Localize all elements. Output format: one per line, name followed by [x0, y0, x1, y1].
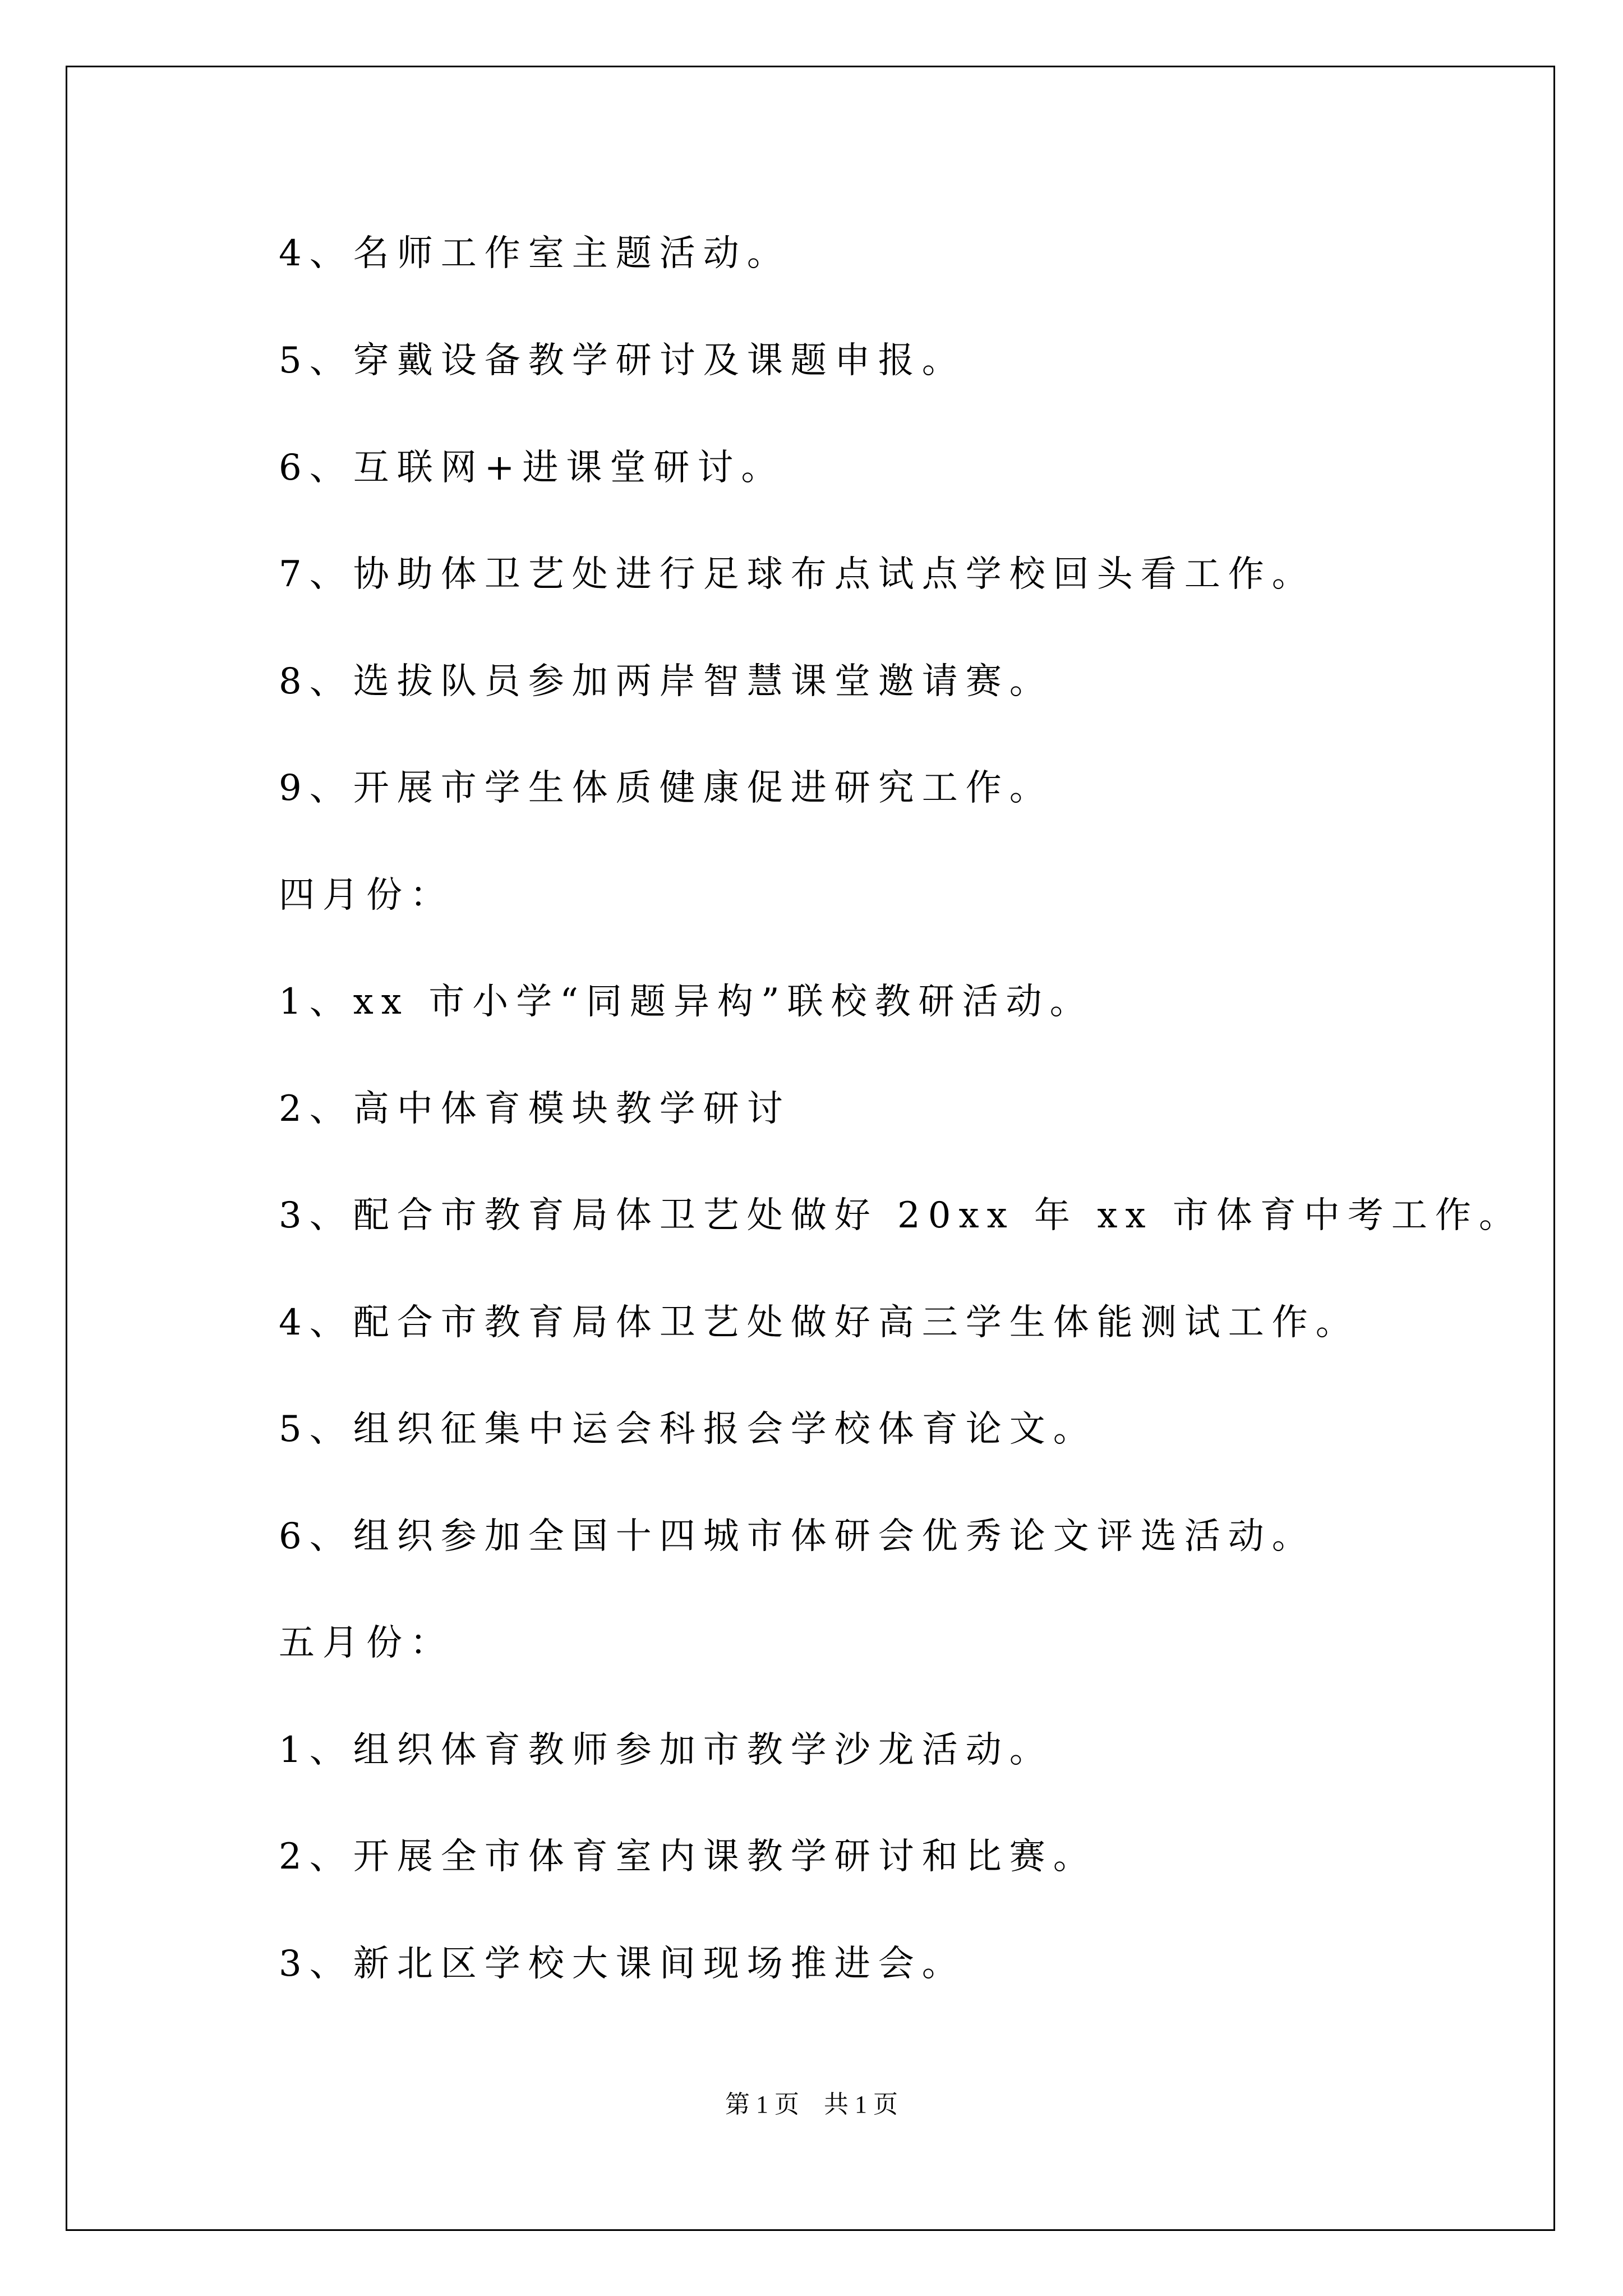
text-line: 6、组织参加全国十四城市体研会优秀论文评选活动。: [279, 1516, 1316, 1557]
text-line: 4、配合市教育局体卫艺处做好高三学生体能测试工作。: [279, 1302, 1359, 1343]
text-line: 3、新北区学校大课间现场推进会。: [279, 1943, 966, 1985]
section-heading: 五月份：: [279, 1622, 454, 1664]
text-line: 3、配合市教育局体卫艺处做好 20xx 年 xx 市体育中考工作。: [279, 1195, 1523, 1236]
text-line: 1、xx 市小学“同题异构”联校教研活动。: [279, 981, 1094, 1023]
text-line: 5、组织征集中运会科报会学校体育论文。: [279, 1409, 1097, 1450]
text-line: 8、选拔队员参加两岸智慧课堂邀请赛。: [279, 661, 1053, 702]
text-line: 7、协助体卫艺处进行足球布点试点学校回头看工作。: [279, 554, 1316, 595]
text-line: 2、高中体育模块教学研讨: [279, 1088, 791, 1130]
text-line: 2、开展全市体育室内课教学研讨和比赛。: [279, 1836, 1097, 1878]
text-line: 1、组织体育教师参加市教学沙龙活动。: [279, 1729, 1053, 1771]
text-line: 4、名师工作室主题活动。: [279, 233, 791, 274]
text-line: 6、互联网+进课堂研讨。: [279, 447, 785, 489]
section-heading: 四月份：: [279, 875, 454, 916]
text-line: 5、穿戴设备教学研讨及课题申报。: [279, 340, 966, 381]
page-footer: 第 1 页 共 1 页: [725, 2091, 898, 2118]
text-line: 9、开展市学生体质健康促进研究工作。: [279, 767, 1053, 809]
